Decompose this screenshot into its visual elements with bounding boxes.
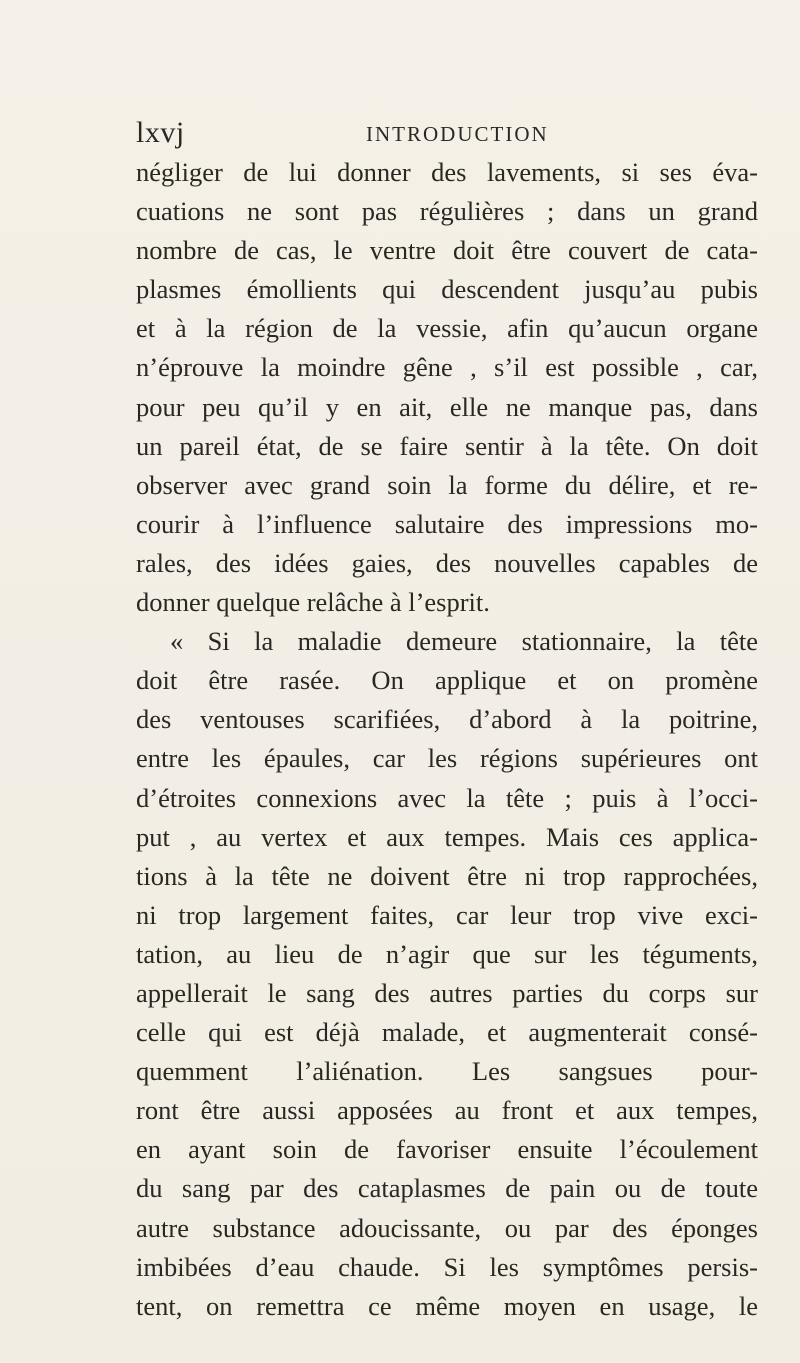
text-line: pour peu qu’il y en ait, elle ne manque pas, dans — [136, 391, 758, 422]
text-line: rales, des idées gaies, des nouvelles capables de — [136, 547, 758, 578]
text-line: courir à l’influence salutaire des impressions mo- — [136, 508, 758, 539]
text-line: tent, on remettra ce même moyen en usage, le — [136, 1290, 758, 1321]
text-line: imbibées d’eau chaude. Si les symptômes persis- — [136, 1251, 758, 1282]
body-text — [136, 153, 758, 1326]
text-line: d’étroites connexions avec la tête ; puis à l’occi- — [136, 782, 758, 813]
text-line: en ayant soin de favoriser ensuite l’écoulement — [136, 1134, 758, 1165]
text-line: tions à la tête ne doivent être ni trop rapprochées, — [136, 860, 758, 891]
text-line: n’éprouve la moindre gêne , s’il est possible , car, — [136, 352, 758, 383]
text-line: celle qui est déjà malade, et augmenterait consé- — [136, 1017, 758, 1048]
text-line: quemment l’aliénation. Les sangsues pour- — [136, 1056, 758, 1087]
text-line: plasmes émollients qui descendent jusqu’au pubis — [136, 274, 758, 305]
text-line: cuations ne sont pas régulières ; dans un grand — [136, 196, 758, 227]
text-line: ront être aussi apposées au front et aux tempes, — [136, 1095, 758, 1126]
text-line: tation, au lieu de n’agir que sur les téguments, — [136, 938, 758, 969]
text-line: doit être rasée. On applique et on promène — [136, 665, 758, 696]
text-line: entre les épaules, car les régions supérieures ont — [136, 743, 758, 774]
text-line: négliger de lui donner des lavements, si ses éva- — [136, 157, 758, 187]
text-line: put , au vertex et aux tempes. Mais ces applica- — [136, 821, 758, 852]
paragraph-end-line: donner quelque relâche à l’esprit. — [136, 587, 490, 618]
text-line: nombre de cas, le ventre doit être couvert de cata- — [136, 235, 758, 266]
running-head: INTRODUCTION — [366, 122, 549, 146]
text-line: observer avec grand soin la forme du délire, et re- — [136, 469, 758, 500]
text-line: autre substance adoucissante, ou par des éponges — [136, 1212, 758, 1243]
text-line: un pareil état, de se faire sentir à la tête. On doit — [136, 430, 758, 461]
page-number: lxvj — [136, 116, 185, 149]
page-header — [136, 116, 756, 156]
text-line: appellerait le sang des autres parties du corps sur — [136, 977, 758, 1008]
text-line: et à la région de la vessie, afin qu’aucun organe — [136, 313, 758, 344]
paragraph-start-line: « Si la maladie demeure stationnaire, la tête — [170, 626, 758, 657]
text-line: ni trop largement faites, car leur trop vive exci- — [136, 899, 758, 930]
text-line: des ventouses scarifiées, d’abord à la poitrine, — [136, 704, 758, 735]
text-line: du sang par des cataplasmes de pain ou de toute — [136, 1173, 758, 1204]
